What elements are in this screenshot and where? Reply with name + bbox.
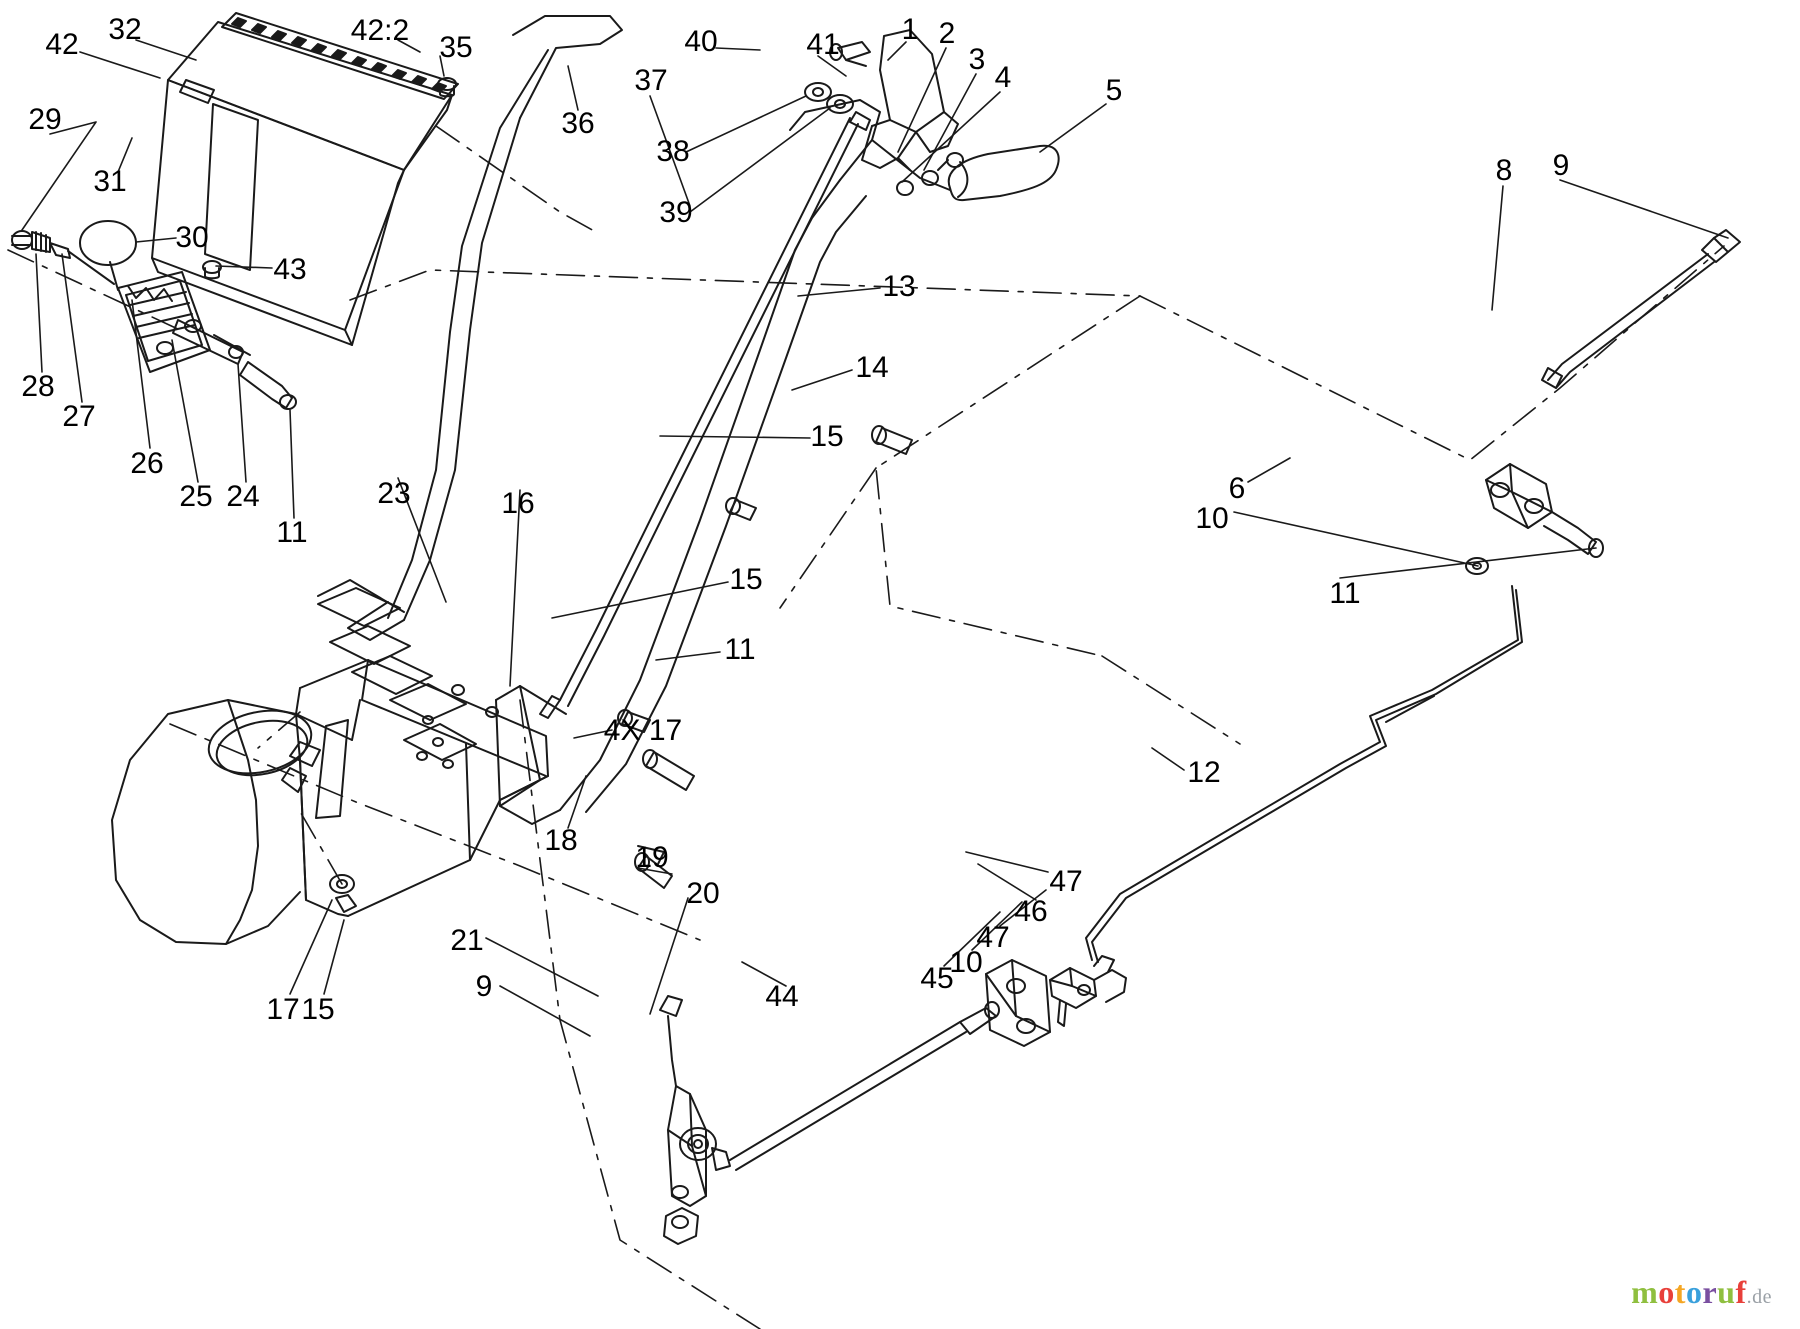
watermark-letter-o2: o: [1685, 1274, 1703, 1310]
callout-11-c: 11: [1329, 577, 1361, 610]
part-blower-housing: [112, 588, 548, 944]
callout-16: 16: [501, 487, 535, 520]
callout-10-b: 10: [949, 946, 983, 979]
callout-35: 35: [439, 31, 473, 64]
callout-9-bottom: 9: [475, 970, 493, 1003]
callout-15-a: 15: [810, 420, 844, 453]
part-right-pivot-bracket: [1466, 464, 1603, 574]
callout-39: 39: [659, 196, 693, 229]
callout-1: 1: [901, 13, 919, 46]
callout-13: 13: [882, 270, 916, 303]
callout-3: 3: [968, 43, 986, 76]
callout-41: 41: [806, 28, 840, 61]
callout-43: 43: [273, 253, 307, 286]
callout-10-a: 10: [1195, 502, 1229, 535]
callout-28: 28: [21, 370, 55, 403]
callout-29: 29: [28, 103, 62, 136]
part-linkage-block: [986, 956, 1126, 1046]
callout-30: 30: [175, 221, 209, 254]
callout-42: 42: [45, 28, 79, 61]
callout-38: 38: [656, 135, 690, 168]
callout-14: 14: [855, 351, 889, 384]
callout-4x-17: 4X 17: [603, 714, 683, 747]
watermark-letter-u: u: [1717, 1274, 1736, 1310]
callout-15-b: 15: [729, 563, 763, 596]
callout-19: 19: [635, 841, 669, 874]
callout-42-2: 42:2: [350, 14, 410, 47]
callout-23: 23: [377, 477, 411, 510]
callout-36: 36: [561, 107, 595, 140]
watermark-letter-t: t: [1674, 1274, 1686, 1310]
callout-20: 20: [686, 877, 720, 910]
callout-25: 25: [179, 480, 213, 513]
part-lower-shift-lever: [660, 996, 999, 1244]
callout-46: 46: [1014, 895, 1048, 928]
callout-18: 18: [544, 824, 578, 857]
part-control-rod-37: [540, 118, 858, 718]
callout-37: 37: [634, 64, 668, 97]
callout-21: 21: [450, 924, 484, 957]
watermark-letter-m: m: [1631, 1274, 1659, 1310]
callout-12: 12: [1187, 756, 1221, 789]
callout-40: 40: [684, 25, 718, 58]
part-control-cable-12: [1086, 586, 1522, 962]
watermark-suffix: .de: [1746, 1286, 1772, 1308]
callout-4: 4: [994, 61, 1012, 94]
callout-9-top: 9: [1552, 149, 1570, 182]
watermark-motoruf: [1631, 1274, 1772, 1311]
callout-27: 27: [62, 400, 96, 433]
callout-44: 44: [765, 980, 799, 1013]
callout-45: 45: [920, 962, 954, 995]
part-handle-bar-right: [496, 100, 1059, 824]
callout-11-a: 11: [276, 516, 308, 549]
watermark-letter-o1: o: [1658, 1274, 1675, 1310]
watermark-letter-r: r: [1702, 1274, 1718, 1310]
part-deflector-rod: [1542, 230, 1740, 388]
callout-2: 2: [938, 17, 956, 50]
callout-32: 32: [108, 13, 142, 46]
callout-17: 17: [266, 993, 300, 1026]
callout-8: 8: [1495, 154, 1513, 187]
callout-15-c: 15: [301, 993, 335, 1026]
callout-47-b: 47: [1049, 865, 1083, 898]
callout-31: 31: [93, 165, 127, 198]
callout-5: 5: [1105, 74, 1123, 107]
callout-47-a: 47: [976, 921, 1010, 954]
callout-11-b: 11: [724, 633, 756, 666]
callout-26: 26: [130, 447, 164, 480]
callout-24: 24: [226, 480, 260, 513]
part-console-panel: [152, 13, 458, 345]
callout-6: 6: [1228, 472, 1246, 505]
watermark-letter-f: f: [1735, 1274, 1747, 1310]
